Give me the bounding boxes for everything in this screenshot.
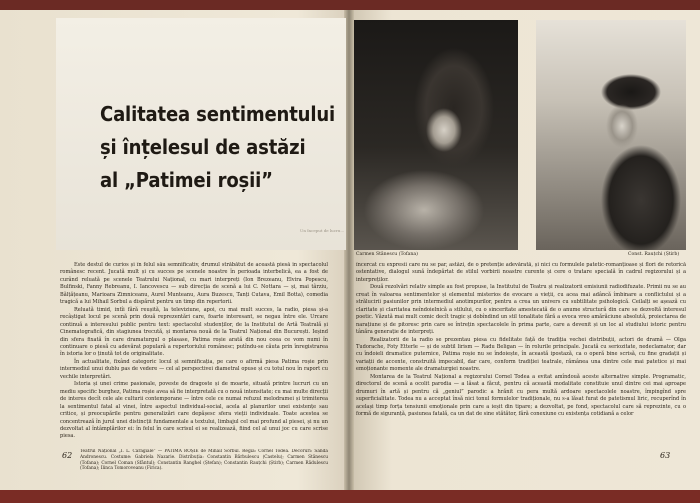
title-line: și înțelesul de astăzi bbox=[100, 135, 306, 159]
article-title bbox=[100, 98, 336, 197]
paragraph: Realizatorii de la radio se prezentau piesa cu fidelitate față de tradiția vechei distribuții, actori de dramă — Olga Tudorache, Foty Etterle — și de subtil lirism — Radu Beligan — în rolurile principale. Jucată cu seriozitate, nedeclamator, dar cu îndoieli dramatice puternice, Patima roșie nu se îndoiește, în această ipostază, ca o operă bine scrisă, cu fine gradații și variații de accente, construită impecabil, dar care, conform tradiției teatrale, rămânea una dintre cele mai patetice și mai emoționante momente ale dramaturgiei noastre. bbox=[356, 336, 686, 373]
paragraph: Istoria și unei crime pasionale, poveste de dragoste și de moarte, situată printre lucruri cu un mediu specific burghez, Patima roșie avea să fie interpretată cu o nouă intensitate; cu mai multe direcții de interes decît cele ale culturii contemporane — între cele ce numai refuzul melodramei și trimiterea la sentimentul fatal al vinei, între aspectul individual-social, acela al planurilor unei existențe sau critice, și preocupările pentru generalizări care depășesc sfera vieții individuale. Toate acestea se concentrează în jurul unei distincții fundamentale a textului, limbajul cel mai profund al piesei, și nu un dezvoltat al întâmplărilor ei: în felul în care scrisul ei se realizează, fiind cel al unui joc cu care scrise piesa. bbox=[60, 381, 328, 440]
photo-caption-left: Carmen Stănescu (Tofana) bbox=[356, 252, 418, 257]
title-line: Calitatea sentimentului bbox=[100, 102, 336, 126]
left-body-text bbox=[60, 262, 328, 446]
photo-caption-right: Const. Rauțchi (Știrb) bbox=[628, 252, 680, 257]
book-cover-edge bbox=[0, 488, 700, 503]
paragraph: Două rezolvări relativ simple au fost propuse, la Institutul de Teatru și realizatorii emisiunii radiodifuzate. Primii nu se au creat în valoarea sentimentelor și elementul misterios de evocare a vieții, cu acea mai adâncă îmbinare a conflictului și a strălucirii pasiunilor prin intermediul anotimpurilor, pentru a crea un univers cu subtilitate psihologică. Ceilalți se așează cu claritate și claritatea neîndoielnică a stilului, cu o sinceritate amestecată de o anume structură din care se dezvoltă interesul poetic. Văzută mai mult comic decît tragic și dobîndind un stil tonalitate fără a evoca vreo amărăciune absolută, proiectarea de narațiune și de pitoresc prin care se întrețin spectacolele în prima parte, care a devenit și un loc al studiului istoric pentru tânăra generație de interpreți. bbox=[356, 284, 686, 336]
paragraph: În actualitate, fixând categoric locul și semnificația, pe care o afirmă piesa Patima roșie prin intermediul unui dublu pas de vedere — cel al perspectivei diametral opuse și cu totul nou în raport cu vechile interpretări. bbox=[60, 358, 328, 380]
paragraph: Reluată timid, intîi fără reușită, la televiziune, apoi, cu mai mult succes, la radio, piesa și-a recâștigat locul pe scenă prin două reprezentări care, foarte interesant, se negau între ele. Urcare continuă a interesului public pentru text: spectacolul studenților, de la Institutul de Artă Teatrală și Cinematografică, din stagiunea trecută, și montarea nouă de la Teatrul Național din București. Ieșind din sfera fixată în care dramaturgul o plasase, Patima roșie arată din nou ceea ce vom numi în continuare o piesă cu adevărat populară a repertoriului românesc; putîndu-se căuta prin înregistrarea în istoria lor o ținută tot de originalitate. bbox=[60, 306, 328, 358]
title-line: al „Patimei roșii” bbox=[100, 168, 273, 192]
faint-ghost-text: Un început de lucru... bbox=[300, 228, 345, 233]
paragraph: Montarea de la Teatrul Național a regizorului Cornel Todea a evitat amîndouă aceste alternative simple. Programatic, directorul de scenă a ocolit parodia — a lăsat a făcut, pentru că această modalitate constituie unul dintre cei mai aproape drumuri în artă și pentru că „geniul” parodic a hrănit cu pera multă ardoare spectacolele noastre, împingînd spre superficialitate. Todea nu a acceptat însă nici tonul formulelor tradiționale, nu s-a lăsat furat de patetismul liric, recuperînd în același timp forța tensiunii emoționale prin care a ieșit din tipare; a dezvoltat, pe fond, spectacolul care să reprezinte, cu o formă de siguranță, pasiunea fatală, ca un dat de sine stătător, fără conexiune cu existența cotidiană a celor bbox=[356, 373, 686, 418]
cast-footnote: Teatrul Național „I. L. Caragiale” — PATIMA ROȘIE de Mihail Sorbul. Regia: Cornel Todea. Decoruri: Sanda Andronescu. Costume: Gabriela Nazarie. Distribuția: Constantin Bărbulescu (Castelu); Carmen Stănescu (Tofana); Cornel Coman (Sfântul); Constantin Ranghel (Ștefan); Constantin Rauțchi (Știrb); Carmen Rădulescu (Tofana); Ilinca Tomoroveanu (Firica). bbox=[80, 449, 328, 472]
paragraph: încercat cu expresii care nu se par, astăzi, de o pretenție adevărată, și nici cu formulele patetic-romanțioase și flori de retorică ostentative, dialogul sună îndepărtat de stilul vorbirii noastre curente și cere o tratare specială în cadrul regizorului și a interpreților. bbox=[356, 262, 686, 283]
page-number-left: 62 bbox=[62, 451, 73, 460]
right-body-text bbox=[356, 262, 686, 448]
photo-actress bbox=[354, 20, 518, 250]
photo-actor bbox=[536, 20, 686, 250]
paragraph: Este destul de curios și în felul său semnificativ, drumul străbătut de această piesă în spectacolul românesc recent. Jucată mult și cu succes pe scenele noastre în perioada interbelică, ea a fost de curând reluată pe scenele Teatrului Național, cu mari interpreți (Ion Brezeanu, Elvira Popescu, Bulfinski, Fanny Rebreanu, I. Iancovescu — sub direcția de scenă a lui C. Nottara — și, mai târziu, Bălțățeanu, Marioara Zimniceanu, Aurel Munteanu, Aura Buzescu, Tanți Cutava, Emil Botta), comedia tragică a lui Mihail Sorbul a dispărut pentru un timp din repertorii. bbox=[60, 262, 328, 306]
page-number-right: 63 bbox=[660, 451, 671, 460]
